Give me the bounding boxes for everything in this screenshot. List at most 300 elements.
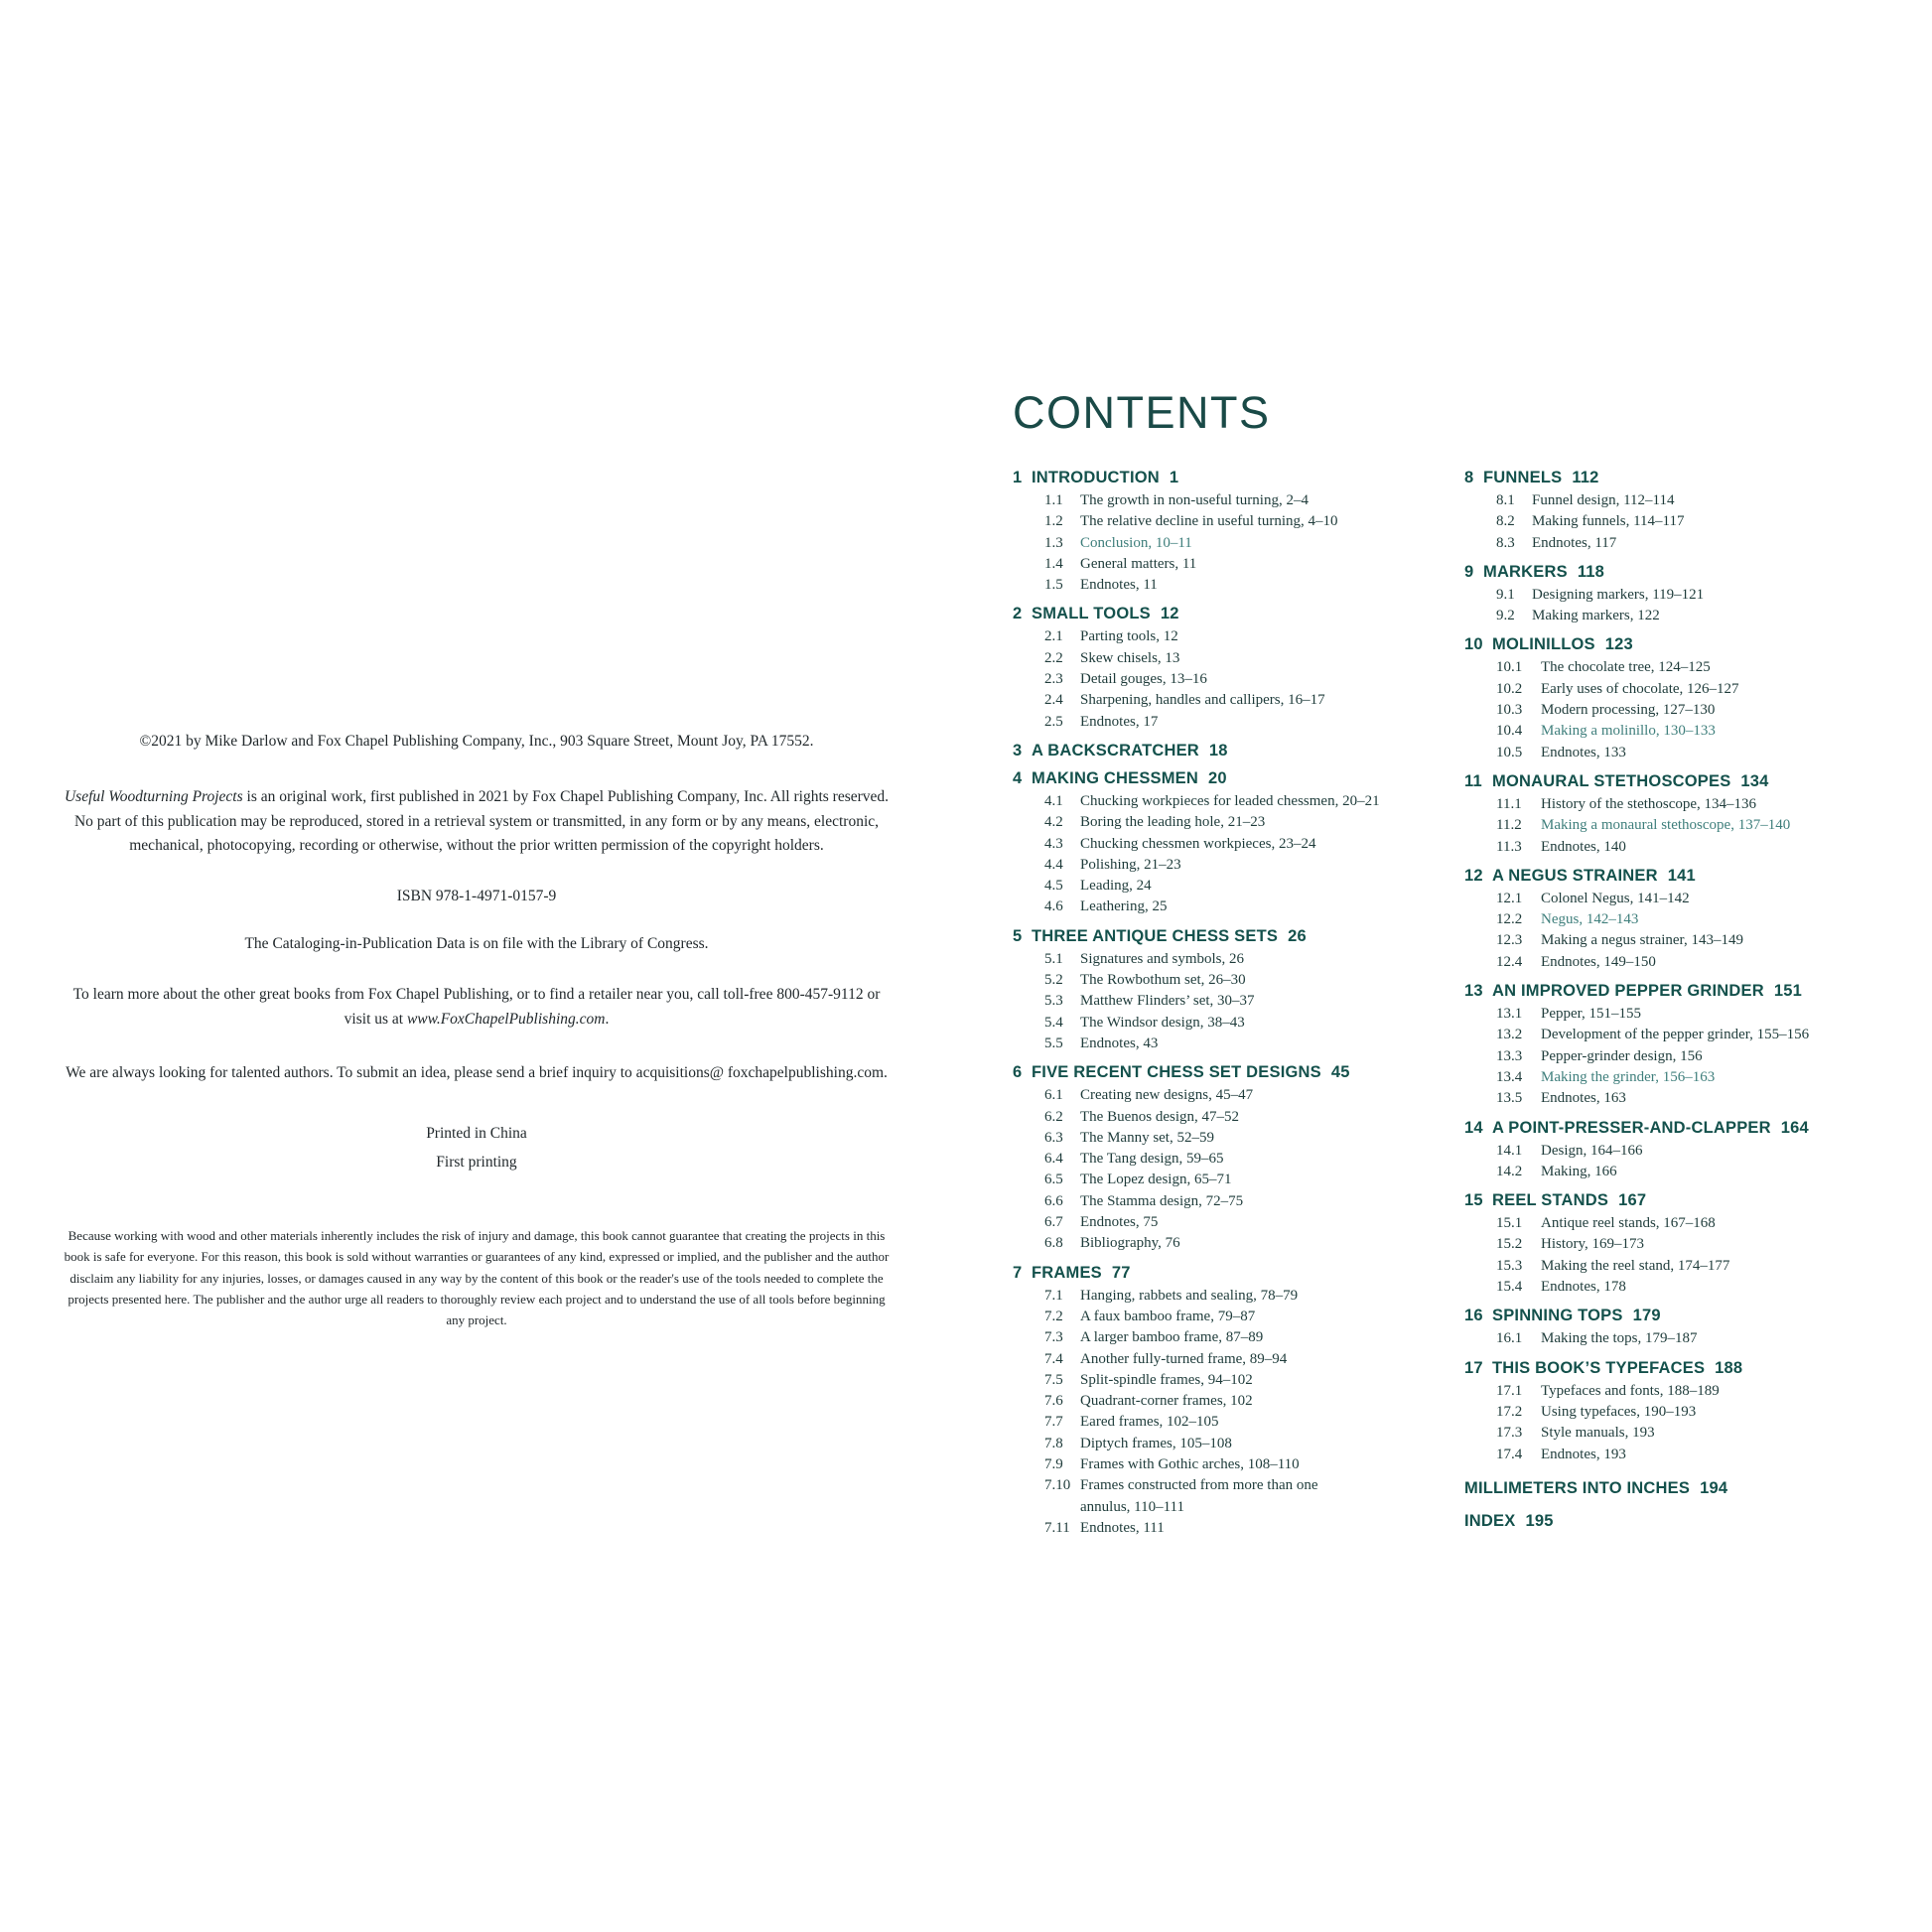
toc-chapter[interactable] (1464, 1307, 1866, 1349)
toc-section-number: 15.2 (1496, 1236, 1523, 1253)
toc-section-number: 13.3 (1496, 1047, 1523, 1064)
toc-chapter[interactable] (1013, 1063, 1415, 1254)
toc-section[interactable] (1013, 1454, 1415, 1475)
toc-section[interactable] (1464, 1004, 1866, 1025)
toc-section-title: Making a molinillo, 130–133 (1541, 723, 1716, 740)
toc-section-number: 7.3 (1044, 1329, 1063, 1346)
toc-section[interactable] (1464, 743, 1866, 763)
toc-chapter-heading[interactable] (1464, 1307, 1866, 1325)
toc-section[interactable] (1013, 648, 1415, 669)
toc-section[interactable] (1013, 1170, 1415, 1190)
toc-backmatter-title: INDEX (1464, 1511, 1516, 1530)
toc-section-title: Style manuals, 193 (1541, 1425, 1655, 1442)
toc-section-number: 2.5 (1044, 713, 1063, 730)
toc-section[interactable] (1013, 533, 1415, 554)
toc-chapter-page: 134 (1740, 771, 1769, 790)
toc-chapter[interactable] (1464, 469, 1866, 554)
toc-section-title: Pepper, 151–155 (1541, 1006, 1642, 1023)
toc-chapter-heading[interactable] (1464, 867, 1866, 886)
toc-section[interactable] (1013, 970, 1415, 991)
toc-section[interactable] (1464, 837, 1866, 858)
authors-invitation: We are always looking for talented authors. To submit an idea, please send a brief inquiry to acquisitions@ foxchapelpublishing.com. (66, 1064, 888, 1082)
toc-section-title: Chucking workpieces for leaded chessmen, 20–21 (1080, 792, 1380, 809)
toc-section[interactable] (1464, 1328, 1866, 1349)
toc-chapter-title: SPINNING TOPS (1492, 1307, 1623, 1325)
toc-chapter[interactable] (1464, 867, 1866, 973)
toc-section-title: Endnotes, 17 (1080, 713, 1159, 730)
toc-section[interactable] (1013, 690, 1415, 711)
toc-section-title: The Rowbothum set, 26–30 (1080, 972, 1246, 989)
toc-chapter-title: FUNNELS (1483, 469, 1563, 486)
toc-section-number: 2.3 (1044, 671, 1063, 688)
toc-chapter-heading[interactable] (1013, 469, 1415, 487)
toc-section-title: Quadrant-corner frames, 102 (1080, 1393, 1253, 1410)
toc-chapter-heading[interactable] (1464, 469, 1866, 487)
toc-section-number: 17.1 (1496, 1382, 1523, 1399)
toc-column-left (1013, 469, 1415, 1548)
toc-section[interactable] (1464, 952, 1866, 973)
toc-section-number: 6.6 (1044, 1192, 1063, 1209)
toc-chapter-page: 112 (1572, 469, 1599, 486)
toc-chapter-heading[interactable] (1013, 605, 1415, 623)
copyright-page (60, 730, 894, 1330)
toc-section-number: 13.1 (1496, 1006, 1523, 1023)
toc-section[interactable] (1013, 554, 1415, 575)
toc-backmatter-page: 194 (1700, 1478, 1728, 1497)
toc-chapter-heading[interactable] (1464, 1359, 1866, 1378)
toc-section[interactable] (1013, 949, 1415, 970)
toc-section-number: 4.5 (1044, 878, 1063, 895)
toc-chapter[interactable] (1464, 1359, 1866, 1465)
toc-section-title: The Buenos design, 47–52 (1080, 1108, 1239, 1125)
toc-section[interactable] (1013, 1191, 1415, 1212)
toc-section[interactable] (1464, 1445, 1866, 1465)
toc-chapter-number: 10 (1464, 635, 1483, 654)
toc-chapter[interactable] (1013, 469, 1415, 596)
toc-section-title: Making the grinder, 156–163 (1541, 1068, 1716, 1085)
toc-chapter-title: MOLINILLOS (1492, 635, 1595, 654)
toc-chapter-number: 1 (1013, 469, 1023, 486)
toc-chapter-page: 26 (1288, 926, 1307, 945)
toc-section[interactable] (1464, 657, 1866, 678)
toc-section-number: 6.1 (1044, 1087, 1063, 1104)
toc-section-number: 15.3 (1496, 1257, 1523, 1274)
toc-chapter-page: 188 (1715, 1358, 1743, 1377)
toc-section-title: Making the reel stand, 174–177 (1541, 1257, 1730, 1274)
toc-section-number: 15.1 (1496, 1215, 1523, 1232)
toc-section[interactable] (1013, 1085, 1415, 1106)
toc-section[interactable] (1013, 1212, 1415, 1233)
toc-section[interactable] (1464, 889, 1866, 909)
toc-columns (1013, 469, 1866, 1548)
toc-backmatter-entry[interactable] (1464, 1479, 1866, 1498)
toc-section[interactable] (1464, 1162, 1866, 1182)
toc-section-number: 7.11 (1044, 1519, 1070, 1536)
toc-section[interactable] (1013, 991, 1415, 1012)
toc-chapter[interactable] (1013, 742, 1415, 760)
toc-section[interactable] (1464, 1234, 1866, 1255)
toc-section-number: 17.4 (1496, 1446, 1523, 1462)
toc-chapter[interactable] (1013, 605, 1415, 732)
book-title: Useful Woodturning Projects (64, 788, 243, 806)
toc-section[interactable] (1464, 1213, 1866, 1234)
toc-section[interactable] (1013, 834, 1415, 855)
toc-section-title: Endnotes, 43 (1080, 1035, 1159, 1051)
toc-chapter-title: REEL STANDS (1492, 1191, 1609, 1210)
toc-backmatter-entry[interactable] (1464, 1512, 1866, 1531)
toc-chapter-page: 18 (1208, 741, 1228, 759)
toc-section-number: 8.2 (1496, 513, 1515, 530)
toc-section-number: 10.2 (1496, 680, 1523, 697)
toc-section-title: Using typefaces, 190–193 (1541, 1403, 1697, 1420)
toc-chapter[interactable] (1013, 769, 1415, 918)
toc-section-title: Endnotes, 111 (1080, 1519, 1165, 1536)
toc-section-number: 5.5 (1044, 1035, 1063, 1051)
toc-chapter-page: 167 (1618, 1191, 1647, 1210)
toc-section-title: Endnotes, 178 (1541, 1279, 1626, 1296)
toc-section-title: Modern processing, 127–130 (1541, 702, 1716, 719)
toc-section-title: Detail gouges, 13–16 (1080, 671, 1207, 688)
toc-section-title: Another fully-turned frame, 89–94 (1080, 1350, 1288, 1367)
toc-chapter-number: 12 (1464, 866, 1483, 885)
toc-chapter-page: 151 (1773, 982, 1802, 1001)
toc-section-number: 13.2 (1496, 1027, 1523, 1043)
toc-section-title: Making markers, 122 (1532, 608, 1660, 624)
toc-section-number: 7.6 (1044, 1393, 1063, 1410)
toc-section-title: Frames with Gothic arches, 108–110 (1080, 1455, 1300, 1472)
toc-section[interactable] (1013, 490, 1415, 511)
toc-section-title: The Lopez design, 65–71 (1080, 1172, 1232, 1188)
toc-section[interactable] (1013, 575, 1415, 596)
toc-section[interactable] (1464, 1402, 1866, 1423)
toc-section-number: 5.3 (1044, 993, 1063, 1010)
toc-chapter-title: A POINT-PRESSER-AND-CLAPPER (1492, 1118, 1771, 1137)
toc-section[interactable] (1464, 1046, 1866, 1067)
toc-section[interactable] (1013, 791, 1415, 812)
toc-section-number: 6.7 (1044, 1214, 1063, 1231)
toc-section[interactable] (1464, 533, 1866, 554)
toc-section-title: Early uses of chocolate, 126–127 (1541, 680, 1739, 697)
toc-section[interactable] (1013, 1327, 1415, 1348)
toc-chapter-title: THIS BOOK’S TYPEFACES (1492, 1358, 1706, 1377)
toc-chapter-heading[interactable] (1013, 742, 1415, 760)
toc-chapter[interactable] (1464, 982, 1866, 1109)
toc-section[interactable] (1464, 930, 1866, 951)
cip-statement: The Cataloging-in-Publication Data is on file with the Library of Congress. (244, 935, 709, 953)
toc-section-title: Endnotes, 117 (1532, 534, 1617, 551)
toc-chapter-page: 123 (1604, 635, 1633, 654)
toc-chapter-number: 5 (1013, 926, 1023, 945)
toc-section-title: Colonel Negus, 141–142 (1541, 890, 1690, 906)
toc-section-title: Boring the leading hole, 21–23 (1080, 814, 1266, 831)
toc-section-title: Creating new designs, 45–47 (1080, 1087, 1254, 1104)
toc-section[interactable] (1464, 490, 1866, 511)
safety-disclaimer: Because working with wood and other materials inherently includes the risk of injury and damage, this book cannot guarantee that creating the projects in this book is safe for everyone. For this reason, this book is sold without warranties or guarantees of any kind, expressed or implied, and the publisher and the author disclaim any liability for any injuries, losses, or damages caused in any way by the content of this book or the reader's use of the tools needed to complete the projects presented here. The publisher and the author urge all readers to thoroughly review each project and to understand the use of all tools before beginning any project. (64, 1228, 890, 1327)
toc-chapter-heading[interactable] (1464, 772, 1866, 791)
toc-section-number: 4.6 (1044, 898, 1063, 915)
learn-more-period: . (605, 1010, 610, 1028)
toc-section[interactable] (1013, 712, 1415, 733)
toc-section-number: 4.2 (1044, 814, 1063, 831)
toc-section-title: Leathering, 25 (1080, 898, 1168, 915)
toc-section-title: Endnotes, 140 (1541, 838, 1626, 855)
toc-section[interactable] (1013, 1307, 1415, 1327)
toc-section[interactable] (1013, 1391, 1415, 1412)
toc-section-number: 2.4 (1044, 692, 1063, 709)
rights-statement (60, 785, 894, 858)
toc-section-title: Hanging, rabbets and sealing, 78–79 (1080, 1287, 1299, 1304)
toc-section-title: A faux bamboo frame, 79–87 (1080, 1308, 1256, 1324)
toc-chapter-number: 6 (1013, 1063, 1023, 1082)
toc-section-number: 11.3 (1496, 838, 1522, 855)
toc-section-title: Making, 166 (1541, 1163, 1617, 1179)
toc-section-number: 4.1 (1044, 792, 1063, 809)
toc-chapter-page: 1 (1169, 469, 1179, 486)
toc-section-number: 10.4 (1496, 723, 1523, 740)
toc-section-number: 10.3 (1496, 702, 1523, 719)
toc-section[interactable] (1464, 1067, 1866, 1088)
toc-section-number: 14.2 (1496, 1163, 1523, 1179)
toc-chapter-number: 7 (1013, 1263, 1023, 1282)
toc-section-number: 10.1 (1496, 659, 1523, 676)
toc-chapter-number: 9 (1464, 562, 1474, 581)
toc-section-title: Signatures and symbols, 26 (1080, 950, 1244, 967)
toc-chapter-heading[interactable] (1013, 927, 1415, 946)
toc-section-number: 2.2 (1044, 649, 1063, 666)
toc-section-title: Parting tools, 12 (1080, 628, 1178, 645)
toc-section-title: Skew chisels, 13 (1080, 649, 1180, 666)
toc-section-number: 7.5 (1044, 1371, 1063, 1388)
contents-page (1013, 387, 1866, 1548)
toc-section[interactable] (1464, 1088, 1866, 1109)
toc-section[interactable] (1464, 1025, 1866, 1045)
toc-section-title: Designing markers, 119–121 (1532, 586, 1705, 603)
toc-section[interactable] (1464, 511, 1866, 532)
toc-chapter-title: AN IMPROVED PEPPER GRINDER (1492, 982, 1764, 1001)
toc-section[interactable] (1013, 669, 1415, 690)
toc-section-title: General matters, 11 (1080, 555, 1197, 572)
learn-more-statement (60, 983, 894, 1032)
toc-section[interactable] (1013, 511, 1415, 532)
toc-section-number: 11.1 (1496, 795, 1522, 812)
toc-section[interactable] (1013, 626, 1415, 647)
toc-chapter-heading[interactable] (1013, 1063, 1415, 1082)
toc-chapter-number: 4 (1013, 768, 1023, 787)
toc-chapter[interactable] (1013, 1264, 1415, 1540)
toc-section[interactable] (1464, 1381, 1866, 1402)
toc-chapter-page: 179 (1632, 1307, 1661, 1325)
toc-chapter-number: 11 (1464, 771, 1482, 790)
toc-section[interactable] (1013, 1233, 1415, 1254)
printing-number: First printing (436, 1154, 517, 1172)
toc-section[interactable] (1013, 1475, 1415, 1496)
toc-section[interactable] (1464, 1256, 1866, 1277)
toc-chapter[interactable] (1464, 563, 1866, 627)
toc-section-title: Making a monaural stethoscope, 137–140 (1541, 817, 1791, 834)
toc-section-title: Eared frames, 102–105 (1080, 1414, 1219, 1431)
toc-section[interactable] (1464, 1423, 1866, 1444)
toc-section[interactable] (1013, 1128, 1415, 1149)
toc-section-number: 9.2 (1496, 608, 1515, 624)
backmatter-list (1464, 1479, 1866, 1531)
toc-section-title: Conclusion, 10–11 (1080, 534, 1192, 551)
toc-section[interactable] (1013, 1034, 1415, 1054)
toc-section-title: Endnotes, 11 (1080, 577, 1158, 594)
toc-chapter-page: 12 (1160, 605, 1179, 623)
toc-chapter[interactable] (1464, 1191, 1866, 1298)
toc-section-title: The growth in non-useful turning, 2–4 (1080, 492, 1309, 508)
toc-section[interactable] (1464, 679, 1866, 700)
toc-section-title: History, 169–173 (1541, 1236, 1645, 1253)
toc-chapter-number: 2 (1013, 605, 1023, 623)
toc-section-title: Polishing, 21–23 (1080, 856, 1181, 873)
toc-section[interactable] (1013, 897, 1415, 917)
toc-section[interactable] (1013, 1013, 1415, 1034)
toc-chapter-page: 45 (1330, 1063, 1350, 1082)
toc-section-number: 6.8 (1044, 1235, 1063, 1252)
toc-section-number: 1.4 (1044, 555, 1063, 572)
toc-section[interactable] (1013, 855, 1415, 876)
toc-chapter-page: 20 (1208, 768, 1227, 787)
toc-section-title: Endnotes, 133 (1541, 744, 1626, 760)
toc-section-title: Making funnels, 114–117 (1532, 513, 1685, 530)
toc-section-number: 6.5 (1044, 1172, 1063, 1188)
toc-section[interactable] (1013, 1286, 1415, 1307)
toc-chapter-heading[interactable] (1464, 1191, 1866, 1210)
toc-chapter-page: 118 (1577, 562, 1605, 581)
toc-section-number: 12.4 (1496, 953, 1523, 970)
toc-section-title: Diptych frames, 105–108 (1080, 1435, 1232, 1451)
toc-chapter-page: 141 (1667, 866, 1696, 885)
toc-chapter-title: A BACKSCRATCHER (1032, 741, 1199, 759)
toc-section-number: 6.2 (1044, 1108, 1063, 1125)
toc-section-number: 6.3 (1044, 1129, 1063, 1146)
toc-chapter-title: INTRODUCTION (1032, 469, 1160, 486)
toc-section-title: Making a negus strainer, 143–149 (1541, 932, 1743, 949)
toc-section-number: 10.5 (1496, 744, 1523, 760)
toc-chapter[interactable] (1013, 927, 1415, 1054)
toc-section-title: Sharpening, handles and callipers, 16–17 (1080, 692, 1325, 709)
toc-section-title: Endnotes, 193 (1541, 1446, 1626, 1462)
toc-section-title: Design, 164–166 (1541, 1142, 1643, 1159)
toc-section[interactable] (1013, 1349, 1415, 1370)
toc-section-number: 15.4 (1496, 1279, 1523, 1296)
toc-section-title: Endnotes, 149–150 (1541, 953, 1656, 970)
toc-section[interactable] (1464, 700, 1866, 721)
toc-section-title-continued: annulus, 110–111 (1080, 1498, 1184, 1515)
toc-chapter-heading[interactable] (1464, 982, 1866, 1001)
toc-section-number: 8.1 (1496, 492, 1515, 508)
toc-section-number: 12.1 (1496, 890, 1523, 906)
toc-section-number: 1.2 (1044, 513, 1063, 530)
toc-section-number: 1.5 (1044, 577, 1063, 594)
toc-section[interactable] (1464, 721, 1866, 742)
toc-section-number: 17.2 (1496, 1403, 1523, 1420)
toc-section[interactable] (1464, 1277, 1866, 1298)
toc-section-number: 13.4 (1496, 1068, 1523, 1085)
toc-section-number: 1.3 (1044, 534, 1063, 551)
printed-in: Printed in China (426, 1124, 527, 1142)
toc-section-title: The relative decline in useful turning, 4–10 (1080, 513, 1338, 530)
toc-section-number: 5.2 (1044, 972, 1063, 989)
toc-chapter-title: FRAMES (1032, 1263, 1102, 1282)
toc-section-title: Matthew Flinders’ set, 30–37 (1080, 993, 1255, 1010)
toc-section[interactable] (1013, 876, 1415, 897)
toc-chapter[interactable] (1464, 772, 1866, 858)
toc-section[interactable] (1013, 1370, 1415, 1391)
toc-section[interactable] (1464, 909, 1866, 930)
toc-section-title: Typefaces and fonts, 188–189 (1541, 1382, 1720, 1399)
toc-section[interactable] (1013, 1412, 1415, 1433)
toc-section-number: 14.1 (1496, 1142, 1523, 1159)
toc-section-title: History of the stethoscope, 134–136 (1541, 795, 1757, 812)
toc-section-number: 7.8 (1044, 1435, 1063, 1451)
toc-section[interactable] (1013, 1149, 1415, 1170)
toc-section-number: 7.4 (1044, 1350, 1063, 1367)
toc-section-number: 17.3 (1496, 1425, 1523, 1442)
toc-section[interactable] (1464, 1141, 1866, 1162)
toc-section-number: 7.10 (1044, 1477, 1071, 1494)
toc-section[interactable] (1013, 1107, 1415, 1128)
toc-section[interactable] (1013, 1518, 1415, 1539)
toc-chapter[interactable] (1464, 635, 1866, 762)
toc-chapter-heading[interactable] (1013, 1264, 1415, 1283)
toc-section-title: A larger bamboo frame, 87–89 (1080, 1329, 1264, 1346)
toc-section-number: 5.1 (1044, 950, 1063, 967)
toc-section[interactable] (1013, 1434, 1415, 1454)
toc-section-title: Negus, 142–143 (1541, 911, 1639, 928)
toc-section-number: 16.1 (1496, 1330, 1523, 1347)
toc-chapter-heading[interactable] (1464, 635, 1866, 654)
toc-section-number: 8.3 (1496, 534, 1515, 551)
toc-backmatter-title: MILLIMETERS INTO INCHES (1464, 1478, 1691, 1497)
toc-section-title: Leading, 24 (1080, 878, 1152, 895)
toc-section-title: The Stamma design, 72–75 (1080, 1192, 1244, 1209)
toc-section[interactable] (1464, 815, 1866, 836)
toc-chapter-page: 77 (1111, 1263, 1131, 1282)
toc-section-title: Antique reel stands, 167–168 (1541, 1215, 1716, 1232)
toc-section-title: Split-spindle frames, 94–102 (1080, 1371, 1253, 1388)
toc-section-number: 7.1 (1044, 1287, 1063, 1304)
toc-chapter[interactable] (1464, 1119, 1866, 1183)
toc-section-number: 7.9 (1044, 1455, 1063, 1472)
toc-chapter-title: SMALL TOOLS (1032, 605, 1151, 623)
publisher-website[interactable]: www.FoxChapelPublishing.com (406, 1010, 606, 1028)
toc-section-title: Funnel design, 112–114 (1532, 492, 1675, 508)
toc-section-title: Bibliography, 76 (1080, 1235, 1180, 1252)
toc-chapter-number: 14 (1464, 1118, 1483, 1137)
toc-column-right (1464, 469, 1866, 1548)
toc-section-title: Chucking chessmen workpieces, 23–24 (1080, 835, 1316, 852)
toc-chapter-title: A NEGUS STRAINER (1492, 866, 1658, 885)
toc-section[interactable] (1464, 606, 1866, 626)
toc-section-title: The Manny set, 52–59 (1080, 1129, 1214, 1146)
toc-chapter-heading[interactable] (1013, 769, 1415, 788)
toc-chapter-number: 15 (1464, 1191, 1483, 1210)
page-title: CONTENTS (1013, 387, 1271, 438)
toc-section-number: 13.5 (1496, 1090, 1523, 1107)
toc-chapter-heading[interactable] (1464, 1119, 1866, 1138)
toc-section[interactable] (1013, 812, 1415, 833)
toc-chapter-page: 164 (1780, 1118, 1809, 1137)
toc-section-title: Pepper-grinder design, 156 (1541, 1047, 1703, 1064)
toc-section[interactable] (1464, 794, 1866, 815)
toc-chapter-heading[interactable] (1464, 563, 1866, 582)
toc-section[interactable] (1464, 585, 1866, 606)
toc-chapter-number: 3 (1013, 741, 1023, 759)
toc-section-title: The Windsor design, 38–43 (1080, 1014, 1245, 1031)
toc-section-number: 7.2 (1044, 1308, 1063, 1324)
